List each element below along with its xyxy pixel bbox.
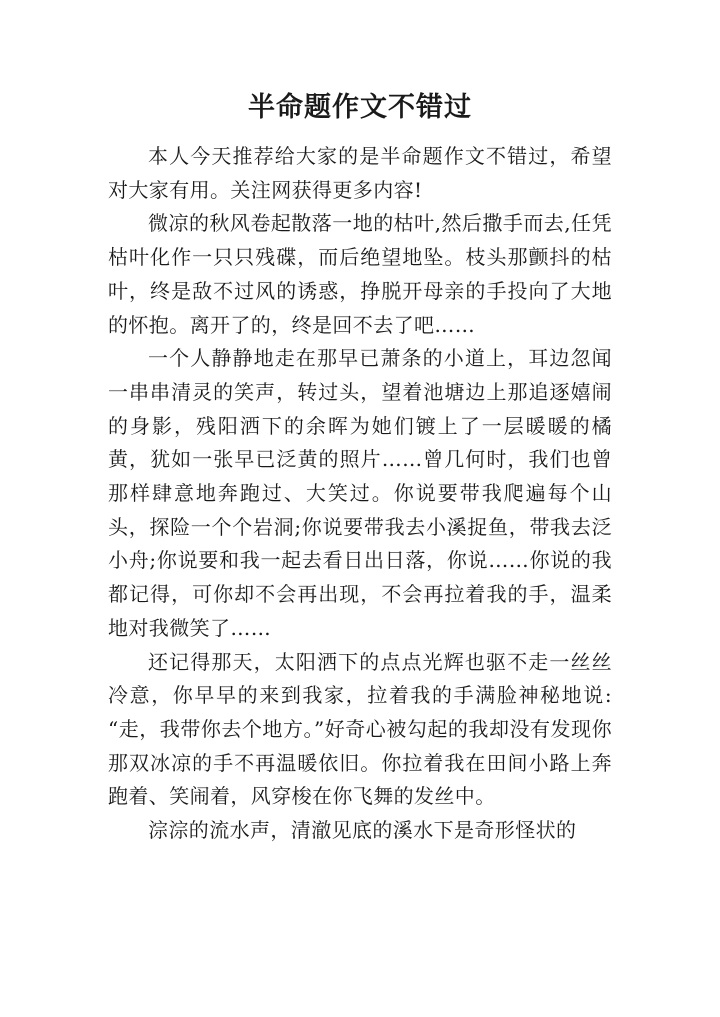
paragraph-memories: 一个人静静地走在那早已萧条的小道上，耳边忽闻一串串清灵的笑声，转过头，望着池塘边上那追逐嬉闹的身影，残阳洒下的余晖为她们镀上了一层暖暖的橘黄，犹如一张早已泛黄的照片……曾几何时，我们也曾那样肆意地奔跑过、大笑过。你说要带我爬遍每个山头，探险一个个岩洞;你说要带我去小溪捉鱼，带我去泛小舟;你说要和我一起去看日出日落，你说……你说的我都记得，可你却不会再出现，不会再拉着我的手，温柔地对我微笑了…… bbox=[108, 346, 612, 640]
paragraph-stream: 淙淙的流水声，清澈见底的溪水下是奇形怪状的 bbox=[148, 818, 577, 843]
document-title: 半命题作文不错过 bbox=[248, 92, 472, 123]
document-page bbox=[108, 86, 612, 848]
paragraph-autumn-wind: 微凉的秋风卷起散落一地的枯叶,然后撒手而去,任凭枯叶化作一只只残碟，而后绝望地坠。枝头那颤抖的枯叶，终是敌不过风的诱惑，挣脱开母亲的手投向了大地的怀抱。离开了的，终是回不去了吧…… bbox=[108, 211, 612, 337]
paragraph-that-day: 还记得那天，太阳洒下的点点光辉也驱不走一丝丝冷意，你早早的来到我家，拉着我的手满脸神秘地说: “走，我带你去个地方。”好奇心被勾起的我却没有发现你那双冰凉的手不再温暖依旧。你拉着我在田间小路上奔跑着、笑闹着，风穿梭在你飞舞的发丝中。 bbox=[108, 649, 612, 809]
paragraph-intro: 本人今天推荐给大家的是半命题作文不错过，希望对大家有用。关注网获得更多内容! bbox=[108, 144, 612, 202]
